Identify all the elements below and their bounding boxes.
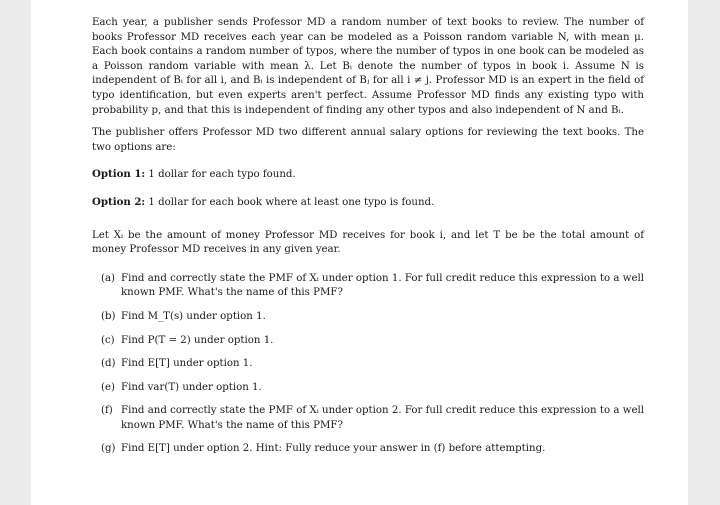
- part-text: Find and correctly state the PMF of Xᵢ under option 2. For full credit reduce this expression to a well known PMF. What's the name of this PMF?: [121, 405, 644, 431]
- options-intro-paragraph: The publisher offers Professor MD two different annual salary options for reviewing the text books. The two options are:: [92, 127, 644, 153]
- part-text: Find var(T) under option 1.: [121, 381, 262, 393]
- part-text: Find M_T(s) under option 1.: [121, 310, 266, 322]
- part-label: (d): [101, 358, 116, 370]
- option-2-label: Option 2:: [92, 195, 146, 208]
- option-1-label: Option 1:: [92, 168, 146, 181]
- intro-paragraph: Each year, a publisher sends Professor MD a random number of text books to review. The number of books Professor MD receives each year can be modeled as a Poisson random variable N, with mean μ. Each book contains a random number of typos, where the number of typos in one book can be modeled as a Poisson random variable with mean λ. Let Bᵢ denote the number of typos in book i. Assume N is independent of Bᵢ for all i, and Bᵢ is independent of Bⱼ for all i ≠ j. Professor MD is an expert in the field of typo identification, but even experts aren't perfect. Assume Professor MD finds any existing typo with probability p, and that this is independent of finding any other typos and also independent of N and Bᵢ.: [92, 17, 644, 116]
- option-2-text: 1 dollar for each book where at least one typo is found.: [148, 196, 435, 208]
- question-part: [101, 334, 644, 349]
- question-part: [101, 272, 644, 301]
- part-label: (c): [101, 334, 115, 346]
- part-text: Find E[T] under option 2. Hint: Fully reduce your answer in (f) before attempting.: [121, 443, 546, 455]
- part-label: (a): [101, 272, 116, 284]
- option-2: [92, 195, 644, 211]
- part-label: (e): [101, 381, 115, 393]
- document-page: [31, 0, 688, 505]
- part-label: (f): [101, 405, 113, 417]
- part-text: Find and correctly state the PMF of Xᵢ under option 1. For full credit reduce this expression to a well known PMF. What's the name of this PMF?: [121, 272, 644, 299]
- question-part: [101, 381, 644, 396]
- option-1: [92, 167, 644, 183]
- part-text: Find P(T = 2) under option 1.: [121, 334, 274, 346]
- part-label: (b): [101, 310, 116, 322]
- part-label: (g): [101, 443, 116, 455]
- option-1-text: 1 dollar for each typo found.: [148, 169, 296, 181]
- question-parts-list: [92, 272, 644, 457]
- question-part: [101, 310, 644, 325]
- definition-paragraph: Let Xᵢ be the amount of money Professor MD receives for book i, and let T be be the total amount of money Professor MD receives in any given year.: [92, 229, 644, 256]
- question-part: [101, 404, 644, 433]
- part-text: Find E[T] under option 1.: [121, 358, 253, 370]
- question-part: [101, 357, 644, 372]
- question-part: [101, 442, 644, 457]
